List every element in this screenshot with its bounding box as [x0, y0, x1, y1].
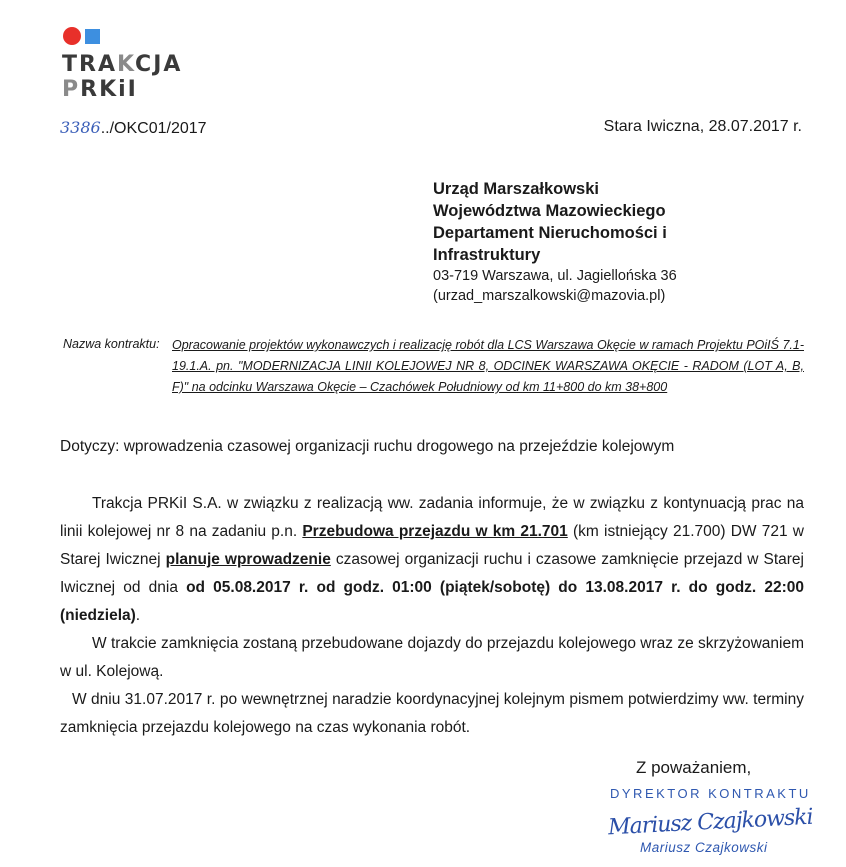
- place-date: Stara Iwiczna, 28.07.2017 r.: [603, 118, 802, 135]
- paragraph-2: W trakcie zamknięcia zostaną przebudowane dojazdy do przejazdu kolejowego wraz ze skrzyżowaniem w ul. Kolejową.: [60, 635, 804, 680]
- handwritten-signature: Mariusz Czajkowski: [607, 804, 814, 841]
- letter-body: [60, 490, 804, 742]
- logo-blue-square-icon: [85, 29, 100, 44]
- reference-number: 3386../OKC01/2017: [60, 118, 207, 137]
- logo-text-line2: PRKiI: [62, 77, 138, 102]
- recipient-email: (urzad_marszalkowski@mazovia.pl): [433, 288, 666, 304]
- handwritten-ref: 3386: [60, 118, 101, 137]
- subject-line: Dotyczy: wprowadzenia czasowej organizacji ruchu drogowego na przejeździe kolejowym: [60, 438, 675, 455]
- closing-greeting: Z poważaniem,: [636, 758, 752, 777]
- contract-name: Opracowanie projektów wykonawczych i realizację robót dla LCS Warszawa Okęcie w ramach Projektu POiIŚ 7.1-19.1.A. pn. "MODERNIZACJA LINII KOLEJOWEJ NR 8, ODCINEK WARSZAWA OKĘCIE - RADOM (LOT A, B, F)" na odcinku Warszawa Okęcie – Czachówek Południowy od km 11+800 do km 38+800: [172, 338, 804, 394]
- recipient-block: [433, 178, 677, 306]
- contract-label: Nazwa kontraktu:: [63, 337, 160, 351]
- recipient-line1: Urząd Marszałkowski: [433, 180, 599, 198]
- recipient-line4: Infrastruktury: [433, 246, 541, 264]
- closure-period: od 05.08.2017 r. od godz. 01:00 (piątek/sobotę) do 13.08.2017 r. do godz. 22:00 (niedziela): [60, 579, 804, 624]
- plan-highlight: planuje wprowadzenie: [165, 551, 331, 568]
- recipient-address: 03-719 Warszawa, ul. Jagiellońska 36: [433, 268, 677, 284]
- logo-text-line1: TRAKCJA: [62, 52, 183, 77]
- stamp-title: DYREKTOR KONTRAKTU: [610, 786, 811, 801]
- recipient-line2: Województwa Mazowieckiego: [433, 202, 666, 220]
- stamp-name: Mariusz Czajkowski: [640, 840, 768, 855]
- paragraph-3: W dniu 31.07.2017 r. po wewnętrznej naradzie koordynacyjnej kolejnym pismem potwierdzimy ww. terminy zamknięcia przejazdu kolejowego na czas wykonania robót.: [60, 691, 804, 736]
- recipient-line3: Departament Nieruchomości i: [433, 224, 667, 242]
- task-name-highlight: Przebudowa przejazdu w km 21.701: [302, 523, 568, 540]
- logo-red-dot-icon: [63, 27, 81, 45]
- paragraph-1: Trakcja PRKiI S.A. w związku z realizacją ww. zadania informuje, że w związku z kontynuacją prac na linii kolejowej nr 8 na zadaniu p.n. Przebudowa przejazdu w km 21.701 (km istniejący 21.700) DW 721 w Starej Iwicznej planuje wprowadzenie czasowej organizacji ruchu i czasowe zamknięcie przejazd w Starej Iwicznej od dnia od 05.08.2017 r. od godz. 01:00 (piątek/sobotę) do 13.08.2017 r. do godz. 22:00 (niedziela).: [60, 495, 804, 624]
